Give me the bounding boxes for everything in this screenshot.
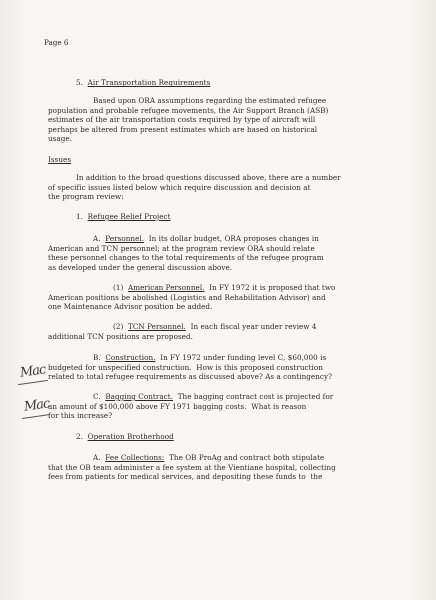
page-number: Page 6 bbox=[44, 38, 69, 47]
item1-A2-text: In each fiscal year under review 4 bbox=[190, 322, 317, 331]
item1-B-text: In FY 1972 under funding level C, $60,000 is bbox=[160, 353, 327, 362]
item1-A2-label: (2) bbox=[113, 322, 124, 331]
item2-A-line: that the OB team administer a fee system at the Vientiane hospital, collecting bbox=[48, 462, 336, 472]
section5-line: estimates of the air transportation costs required by type of aircraft will bbox=[48, 115, 316, 124]
item1-A-line: American and TCN personnel; at the program review ORA should relate bbox=[48, 243, 315, 253]
item1-A-text: In its dollar budget, ORA proposes changes in bbox=[148, 234, 319, 243]
item1-C-label: C. bbox=[93, 392, 101, 401]
item1-B-line: related to total refugee requirements as discussed above? As a contingency? bbox=[48, 372, 332, 381]
item2-A-text: The OB ProAg and contract both stipulate bbox=[169, 453, 325, 462]
item1-A2-title: TCN Personnel. bbox=[128, 322, 186, 331]
item1-A-line bbox=[93, 234, 436, 244]
item1-A1-line bbox=[113, 283, 436, 293]
item1-A1-line: one Maintenance Advisor position be added. bbox=[48, 302, 213, 311]
item1-C-line: an amount of $100,000 above FY 1971 bagging costs. What is reason bbox=[48, 401, 307, 411]
section5-number: 5. bbox=[76, 78, 83, 87]
item2-A-label: A. bbox=[93, 453, 101, 462]
item2-title: Operation Brotherhood bbox=[87, 432, 174, 441]
section5-line: perhaps be altered from present estimates which are based on historical bbox=[48, 124, 318, 134]
item1-A-title: Personnel. bbox=[105, 234, 145, 243]
item2-A-line bbox=[93, 453, 436, 463]
initials-underline bbox=[18, 380, 48, 385]
item1-C-line bbox=[93, 392, 436, 402]
item1-heading bbox=[76, 212, 436, 222]
issues-intro-line: In addition to the broad questions discussed above, there are a number bbox=[76, 173, 341, 182]
item1-A1-line: American positions be abolished (Logistics and Rehabilitation Advisor) and bbox=[48, 292, 326, 302]
section5-line: population and probable refugee movements, the Air Support Branch (ASB) bbox=[48, 105, 329, 115]
item1-B-title: Construction. bbox=[105, 353, 156, 362]
item1-C-title: Bagging Contract. bbox=[105, 392, 174, 401]
item1-A2-line: additional TCN positions are proposed. bbox=[48, 331, 193, 341]
item1-A1-text: In FY 1972 it is proposed that two bbox=[209, 283, 336, 292]
item1-C-line: for this increase? bbox=[48, 411, 113, 420]
item1-A1-title: American Personnel. bbox=[128, 283, 205, 292]
item1-number: 1. bbox=[76, 212, 83, 221]
item1-A-label: A. bbox=[93, 234, 101, 243]
section5-line: Based upon ORA assumptions regarding the estimated refugee bbox=[93, 96, 327, 105]
item1-A2-line bbox=[113, 322, 436, 332]
issues-intro-line: of specific issues listed below which require discussion and decision at bbox=[48, 182, 311, 192]
item2-A-title: Fee Collections: bbox=[105, 453, 165, 462]
item2-A-line: fees from patients for medical services, and depositing these funds to the bbox=[48, 472, 323, 481]
handwritten-initials: Mac bbox=[23, 396, 51, 415]
item1-B-line: budgeted for unspecified construction. How is this proposed construction bbox=[48, 362, 323, 372]
handwritten-initials: Mac bbox=[19, 362, 47, 381]
issues-intro-line: the program review: bbox=[48, 192, 124, 201]
item1-B-label: B. bbox=[93, 353, 101, 362]
item1-A1-label: (1) bbox=[113, 283, 124, 292]
item1-C-text: The bagging contract cost is projected for bbox=[177, 392, 334, 401]
initials-underline bbox=[22, 414, 50, 419]
section5-title: Air Transportation Requirements bbox=[87, 78, 211, 87]
issues-heading: Issues bbox=[48, 155, 72, 164]
item1-A-line: these personnel changes to the total requirements of the refugee program bbox=[48, 253, 324, 262]
section5-line: usage. bbox=[48, 134, 73, 143]
item1-A-line: as developed under the general discussion above. bbox=[48, 262, 233, 272]
item1-title: Refugee Relief Project bbox=[87, 212, 171, 221]
item2-heading bbox=[76, 432, 436, 442]
section5-heading bbox=[76, 78, 436, 88]
item2-number: 2. bbox=[76, 432, 83, 441]
item1-B-line bbox=[93, 353, 436, 363]
